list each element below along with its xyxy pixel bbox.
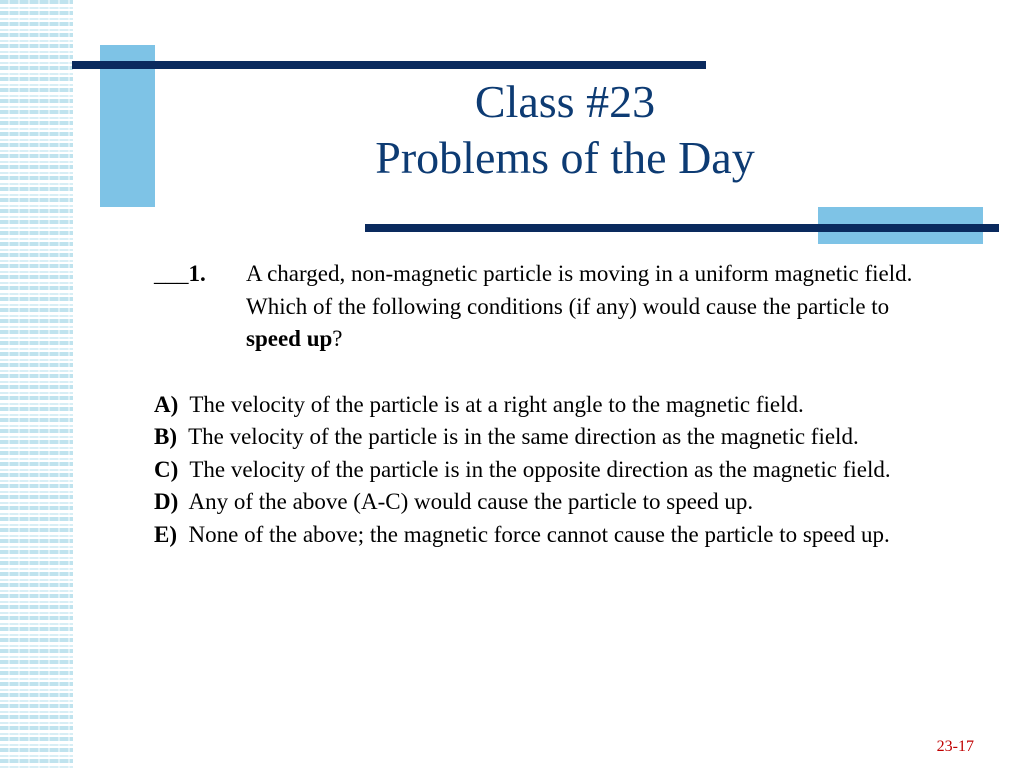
option-e bbox=[154, 519, 924, 552]
decorative-stripe-border bbox=[0, 0, 73, 768]
question-text-main: A charged, non-magnetic particle is moving in a uniform magnetic field. Which of the following conditions (if any) would cause the particle to bbox=[246, 261, 913, 319]
problem-content bbox=[154, 258, 924, 551]
title-line-2: Problems of the Day bbox=[375, 132, 755, 183]
title-bottom-rule bbox=[365, 224, 999, 232]
title-line-1: Class #23 bbox=[474, 76, 656, 127]
option-text: The velocity of the particle is in the same direction as the magnetic field. bbox=[188, 424, 859, 449]
answer-blank: ___ bbox=[154, 261, 189, 286]
option-text: The velocity of the particle is in the opposite direction as the magnetic field. bbox=[189, 456, 891, 482]
question-1 bbox=[154, 258, 924, 356]
slide-title bbox=[160, 74, 970, 186]
option-letter: B) bbox=[154, 424, 177, 449]
option-a bbox=[154, 389, 924, 422]
question-emphasis: speed up bbox=[246, 326, 333, 351]
option-d bbox=[154, 486, 924, 519]
option-letter: C) bbox=[154, 456, 179, 482]
option-b bbox=[154, 421, 924, 454]
option-letter: D) bbox=[154, 489, 179, 514]
option-letter: A) bbox=[154, 391, 179, 417]
option-letter: E) bbox=[154, 521, 177, 547]
question-number bbox=[154, 258, 246, 356]
question-number-label: 1. bbox=[188, 261, 206, 286]
option-text: The velocity of the particle is at a right angle to the magnetic field. bbox=[189, 391, 804, 417]
question-text-end: ? bbox=[332, 326, 343, 351]
option-c bbox=[154, 454, 924, 487]
title-accent-block bbox=[100, 45, 155, 207]
question-text bbox=[246, 258, 924, 356]
title-top-rule bbox=[72, 61, 706, 69]
option-text: Any of the above (A-C) would cause the particle to speed up. bbox=[188, 489, 754, 514]
option-text: None of the above; the magnetic force cannot cause the particle to speed up. bbox=[188, 521, 890, 547]
slide-page-number: 23-17 bbox=[936, 738, 974, 755]
